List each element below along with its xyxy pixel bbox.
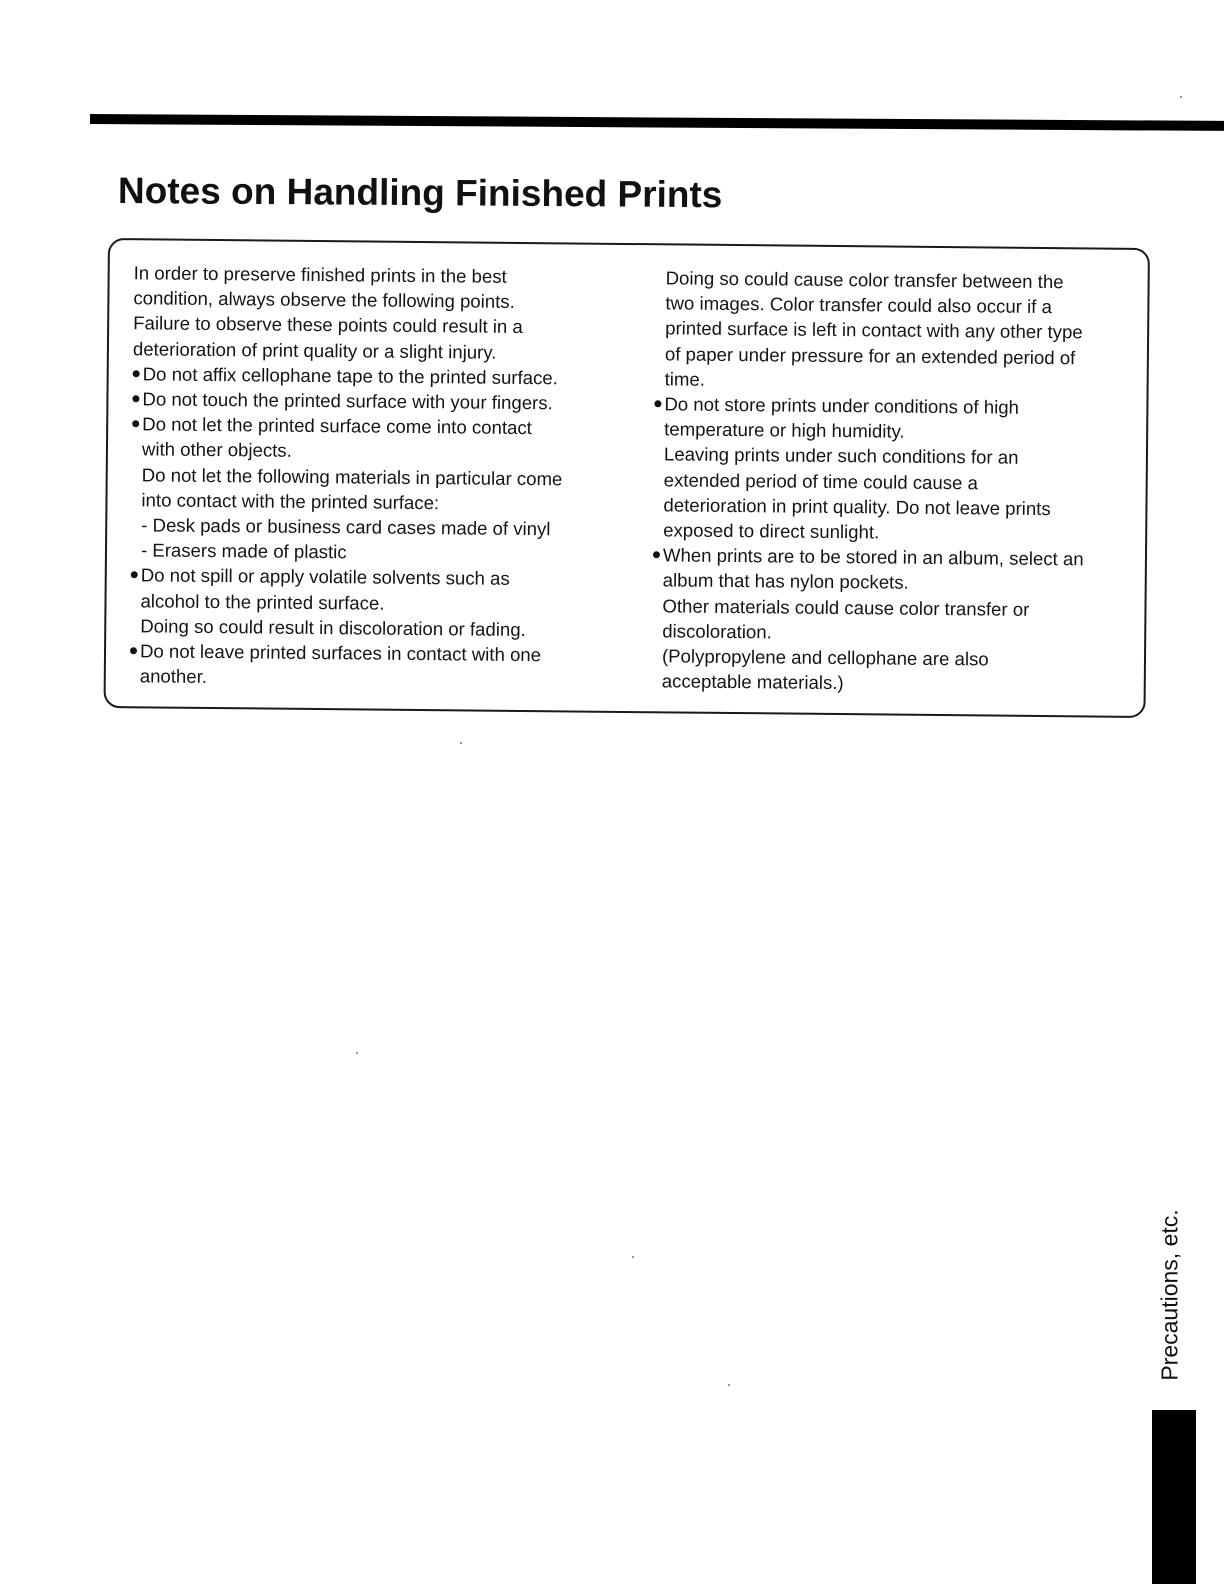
material-list-item: - Erasers made of plastic bbox=[140, 539, 347, 563]
note-text: Doing so could result in discoloration or fading. bbox=[140, 615, 526, 640]
note-text: acceptable materials.) bbox=[661, 670, 844, 694]
note-text: Do not store prints under conditions of high bbox=[664, 393, 1020, 418]
bullet-icon bbox=[653, 551, 660, 558]
note-text: Leaving prints under such conditions for an bbox=[663, 443, 1019, 469]
intro-line: Failure to observe these points could result in a bbox=[133, 312, 523, 338]
section-tab-label bbox=[1150, 1190, 1190, 1400]
note-text: with other objects. bbox=[141, 438, 292, 462]
notes-right-column bbox=[652, 265, 1146, 698]
bullet-icon bbox=[132, 420, 139, 427]
note-text: another. bbox=[139, 665, 208, 688]
section-tab-marker bbox=[1152, 1410, 1196, 1584]
note-text: exposed to direct sunlight. bbox=[663, 519, 880, 543]
note-text: Do not spill or apply volatile solvents such as bbox=[140, 564, 510, 590]
note-text: alcohol to the printed surface. bbox=[140, 589, 385, 614]
intro-line: condition, always observe the following points. bbox=[133, 287, 515, 313]
note-text: (Polypropylene and cellophane are also bbox=[661, 645, 989, 670]
note-text: discoloration. bbox=[662, 620, 772, 643]
note-text: album that has nylon pockets. bbox=[662, 569, 909, 594]
note-text: Do not touch the printed surface with your fingers. bbox=[142, 388, 553, 414]
note-text: extended period of time could cause a bbox=[663, 468, 979, 493]
bullet-icon bbox=[130, 647, 137, 654]
scan-speck bbox=[1180, 96, 1182, 98]
note-text: printed surface is left in contact with any other type bbox=[665, 317, 1083, 343]
note-text: When prints are to be stored in an album, select an bbox=[662, 544, 1084, 570]
intro-line: deterioration of print quality or a slight injury. bbox=[132, 337, 497, 363]
bullet-icon bbox=[132, 395, 139, 402]
note-text: time. bbox=[664, 368, 706, 390]
note-text: Doing so could cause color transfer between the bbox=[665, 267, 1064, 293]
scan-speck bbox=[632, 1256, 634, 1258]
note-text: into contact with the printed surface: bbox=[141, 489, 440, 514]
note-text: deterioration in print quality. Do not leave prints bbox=[663, 494, 1051, 519]
scan-speck bbox=[728, 1384, 730, 1386]
bullet-icon bbox=[131, 572, 138, 579]
header-rule bbox=[90, 114, 1224, 131]
notes-left-column bbox=[130, 260, 624, 693]
scan-speck bbox=[460, 742, 462, 744]
bullet-icon bbox=[133, 370, 140, 377]
note-text: Other materials could cause color transfer or bbox=[662, 594, 1030, 620]
note-text: Do not let the following materials in particular come bbox=[141, 463, 563, 489]
note-text: of paper under pressure for an extended period of bbox=[664, 342, 1076, 368]
section-tab-text: Precautions, etc. bbox=[1156, 1209, 1183, 1381]
scan-speck bbox=[356, 1052, 358, 1054]
note-text: temperature or high humidity. bbox=[664, 418, 905, 442]
note-text: two images. Color transfer could also occur if a bbox=[665, 292, 1052, 318]
note-text: Do not affix cellophane tape to the printed surface. bbox=[142, 363, 558, 389]
material-list-item: - Desk pads or business card cases made of vinyl bbox=[141, 514, 551, 540]
page-title: Notes on Handling Finished Prints bbox=[117, 170, 723, 216]
note-text: Do not leave printed surfaces in contact with one bbox=[139, 640, 542, 666]
note-text: Do not let the printed surface come into contact bbox=[142, 413, 532, 439]
bullet-icon bbox=[654, 400, 661, 407]
notes-box bbox=[103, 238, 1149, 718]
intro-line: In order to preserve finished prints in the best bbox=[133, 262, 507, 287]
